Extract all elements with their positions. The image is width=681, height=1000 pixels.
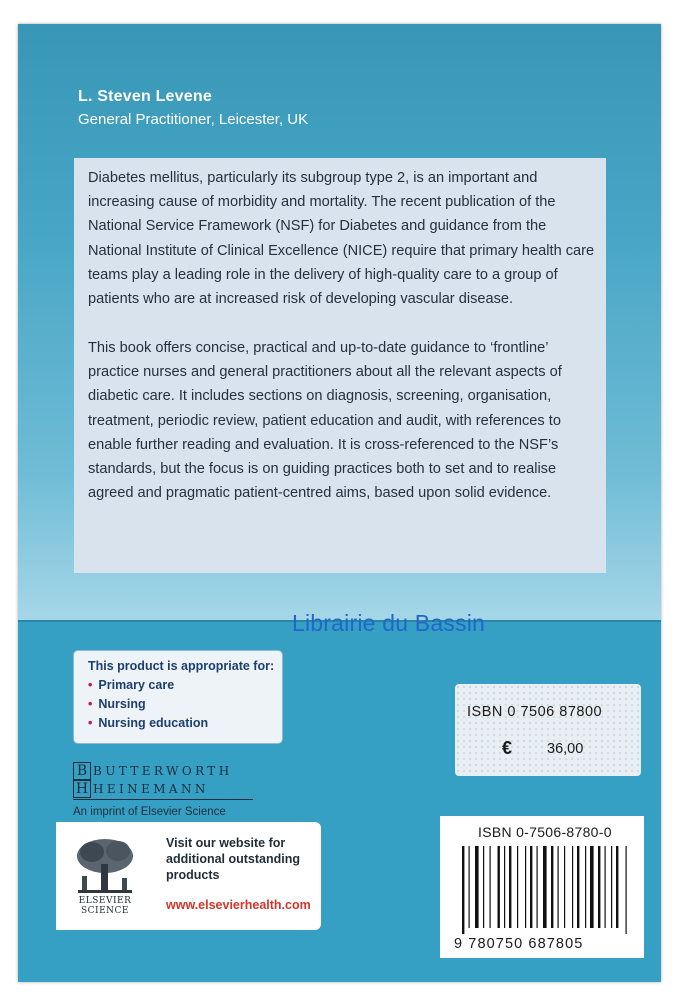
- barcode-digits: 9 780750 687805: [454, 936, 584, 952]
- barcode-bar: [462, 846, 464, 934]
- barcode-bar: [564, 846, 565, 928]
- barcode-isbn: ISBN 0-7506-8780-0: [478, 824, 612, 840]
- barcode-bar: [517, 846, 518, 928]
- barcode-bar: [590, 846, 594, 928]
- bullet-icon: •: [88, 678, 93, 692]
- website-box: [56, 822, 321, 930]
- elsevier-logo-text: ELSEVIER SCIENCE: [78, 896, 132, 916]
- euro-icon: €: [502, 738, 513, 758]
- suitability-title: This product is appropriate for:: [88, 659, 275, 673]
- bullet-icon: •: [88, 716, 93, 730]
- barcode-bar: [530, 846, 532, 928]
- imprint-text: An imprint of Elsevier Science: [73, 806, 226, 818]
- barcode-bar: [537, 846, 538, 928]
- barcode-bar: [498, 846, 500, 928]
- barcode-bar: [577, 846, 579, 928]
- website-text-line: products: [166, 868, 220, 882]
- barcode-bar: [551, 846, 553, 928]
- suitability-box: [73, 650, 283, 744]
- author-name: L. Steven Levene: [78, 88, 212, 105]
- sticker-price: 36,00: [547, 741, 584, 757]
- elsevier-tree-icon: [70, 836, 140, 896]
- barcode-bar: [469, 846, 470, 928]
- barcode-bar: [558, 846, 559, 928]
- barcode-bar: [605, 846, 606, 928]
- barcode-bar: [504, 846, 505, 928]
- butterworth-heinemann-logo: B H BUTTERWORTH HEINEMANN: [73, 762, 273, 802]
- barcode-bar: [572, 846, 573, 928]
- barcode-bar: [611, 846, 612, 928]
- barcode-bar: [626, 846, 627, 934]
- blurb-paragraph-1: Diabetes mellitus, particularly its subgroup type 2, is an important and increasing cause of morbidity and mortality. The recent publication of the National Service Framework (NSF) for Diabetes and guidance from the National Institute of Clinical Excellence (NICE) require that primary health care teams play a leading role in the delivery of high-quality care to a group of patients who are at increased risk of developing vascular disease.: [88, 170, 595, 308]
- price-sticker: [455, 684, 641, 776]
- logo-line-1: BUTTERWORTH: [93, 764, 233, 778]
- barcode-bar: [475, 846, 479, 928]
- barcode-bar: [616, 846, 618, 928]
- barcode-icon: [454, 846, 634, 934]
- bullet-icon: •: [88, 697, 93, 711]
- website-text-line: Visit our website for: [166, 836, 286, 850]
- website-text-line: additional outstanding: [166, 852, 301, 866]
- bookseller-watermark: Librairie du Bassin: [292, 610, 486, 636]
- blurb-paragraph-2: This book offers concise, practical and up-to-date guidance to ‘frontline’ practice nurses and general practitioners about all the relevant aspects of diabetic care. It includes sections on diagnosis, screening, organisation, treatment, periodic review, patient education and audit, with references to enable further reading and evaluation. It is cross-referenced to the NSF’s standards, but the focus is on guiding practices both to set and to realise agreed and pragmatic patient-centred aims, based upon solid evidence.: [88, 340, 562, 502]
- barcode-bar: [585, 846, 586, 928]
- author-role: General Practitioner, Leicester, UK: [78, 111, 309, 128]
- suitability-item: • Primary care: [88, 678, 175, 692]
- barcode-bar: [598, 846, 600, 928]
- barcode-bar: [525, 846, 526, 928]
- website-url[interactable]: www.elsevierhealth.com: [166, 898, 311, 912]
- barcode-bar: [490, 846, 491, 928]
- barcode-box: [440, 816, 644, 958]
- suitability-item: • Nursing: [88, 697, 146, 711]
- sticker-isbn: ISBN 0 7506 87800: [467, 704, 603, 720]
- barcode-bar: [483, 846, 484, 928]
- suitability-item: • Nursing education: [88, 716, 209, 730]
- book-back-cover: [18, 24, 661, 982]
- blurb-panel: [74, 158, 606, 573]
- barcode-bar: [509, 846, 511, 928]
- logo-line-2: HEINEMANN: [93, 782, 209, 796]
- barcode-bar: [543, 846, 547, 928]
